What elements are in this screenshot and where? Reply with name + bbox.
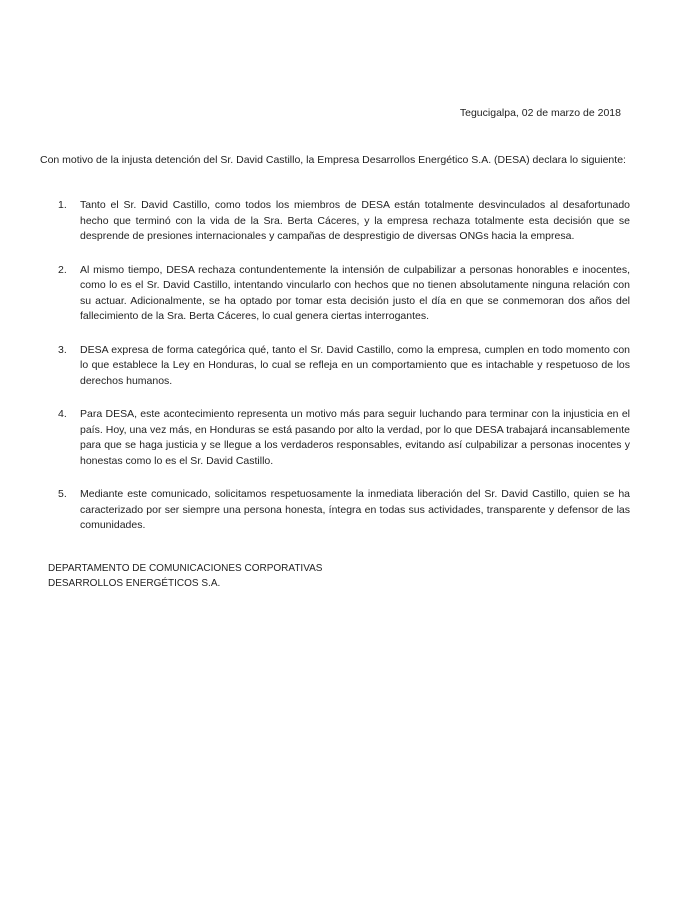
list-item (40, 198, 630, 245)
date-line: Tegucigalpa, 02 de marzo de 2018 (459, 107, 621, 119)
list-item-text: Tanto el Sr. David Castillo, como todos los miembros de DESA están totalmente desvinculados al desafortunado hecho que terminó con la vida de la Sra. Berta Cáceres, y la empresa rechaza totalmente esta decisión que se desprende de presiones internacionales y campañas de desprestigio de diversas ONGs hacia la empresa. (80, 199, 630, 242)
signature-block (48, 561, 322, 591)
list-item (40, 263, 630, 325)
list-item-text: Al mismo tiempo, DESA rechaza contundentemente la intensión de culpabilizar a personas honorables e inocentes, como lo es el Sr. David Castillo, intentando vincularlo con hechos que no tienen absolutamente ninguna relación con su actuar. Adicionalmente, se ha optado por tomar esta decisión justo el día en que se conmemoran dos años del fallecimiento de la Sra. Berta Cáceres, lo cual genera ciertas interrogantes. (80, 263, 630, 322)
list-item-text: Para DESA, este acontecimiento representa un motivo más para seguir luchando para terminar con la injusticia en el país. Hoy, una vez más, en Honduras se está pasando por alto la verdad, por lo que DESA trabajará incansablemente para que se haga justicia y se llegue a los verdaderos responsables, evitando así culpabilizar a personas inocentes y honestas como lo es el Sr. David Castillo. (80, 408, 630, 467)
signature-company: DESARROLLOS ENERGÉTICOS S.A. (48, 578, 221, 589)
list-item (40, 407, 630, 469)
intro-paragraph: Con motivo de la injusta detención del Sr. David Castillo, la Empresa Desarrollos Energético S.A. (DESA) declara lo siguiente: (40, 154, 626, 166)
list-item-text: DESA expresa de forma categórica qué, tanto el Sr. David Castillo, como la empresa, cumplen en todo momento con lo que establece la Ley en Honduras, lo cual se refleja en un comportamiento que es intachable y respetuoso de los derechos humanos. (80, 343, 630, 387)
statement-list (40, 198, 630, 552)
list-item-number: 1. (58, 199, 67, 211)
list-item-text: Mediante este comunicado, solicitamos respetuosamente la inmediata liberación del Sr. David Castillo, quien se ha caracterizado por ser siempre una persona honesta, íntegra en todas sus actividades, transparente y defensor de las comunidades. (80, 488, 630, 531)
list-item (40, 487, 630, 534)
list-item (40, 343, 630, 390)
list-item-number: 3. (58, 343, 67, 356)
list-item-number: 4. (58, 408, 67, 420)
list-item-number: 2. (58, 263, 67, 276)
list-item-number: 5. (58, 488, 67, 500)
signature-department: DEPARTAMENTO DE COMUNICACIONES CORPORATIVAS (48, 563, 323, 574)
